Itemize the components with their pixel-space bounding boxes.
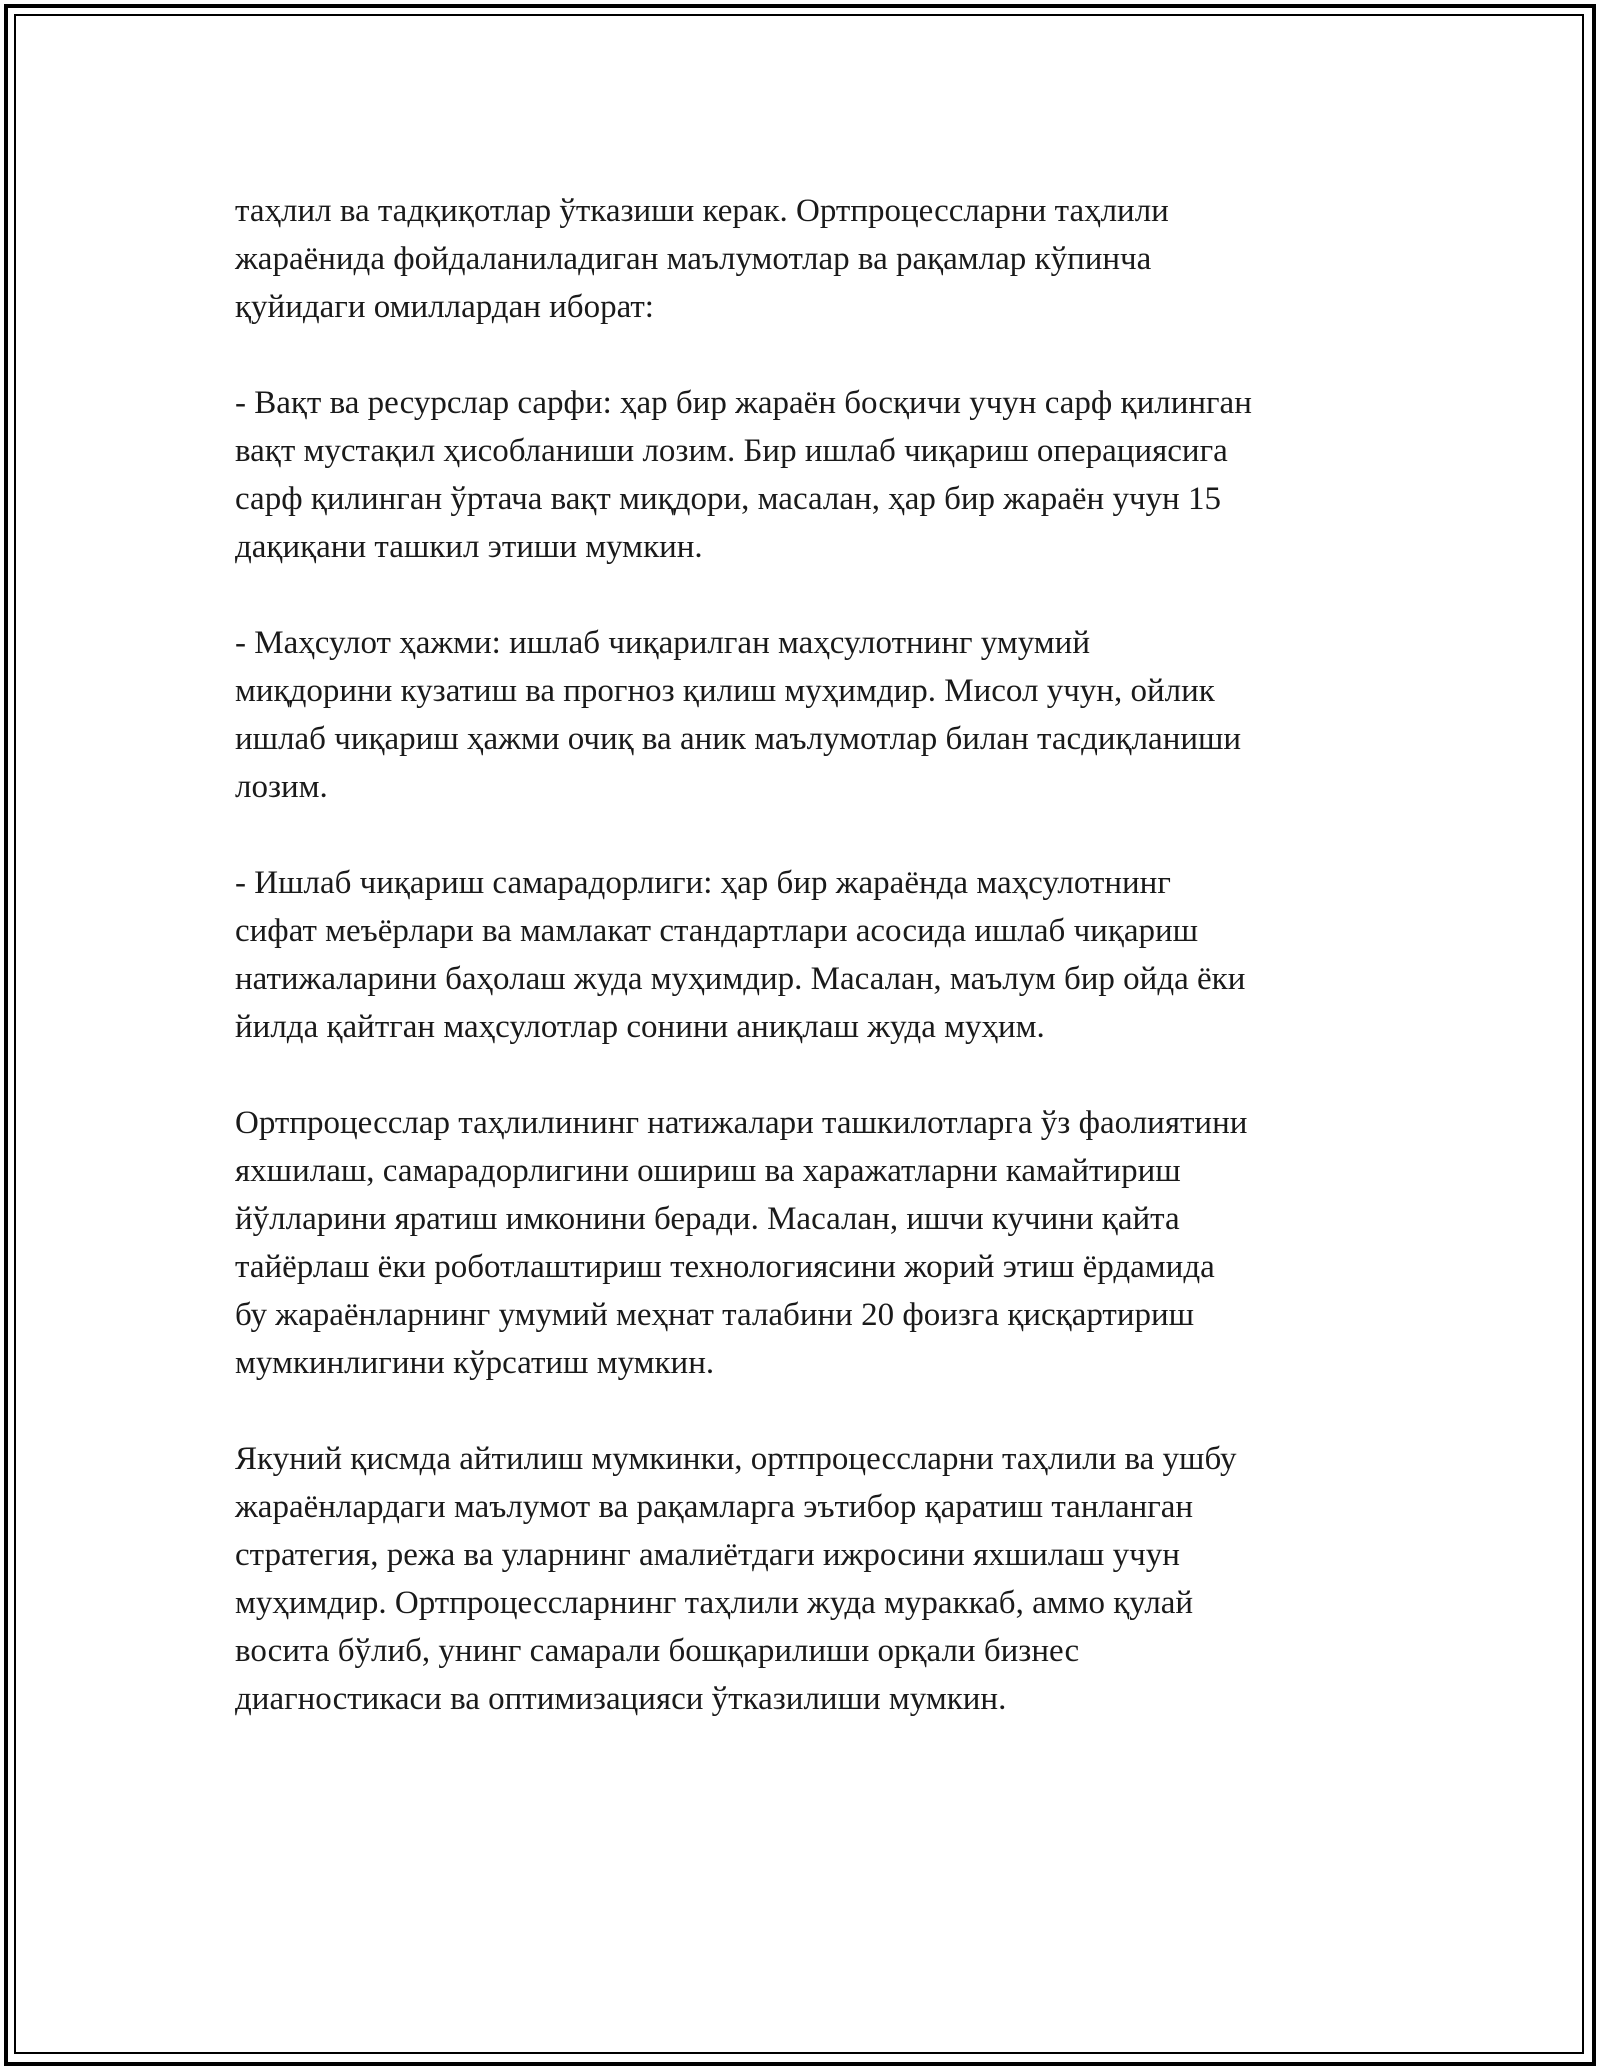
paragraph-intro: таҳлил ва тадқиқотлар ўтказиши керак. Ортпроцессларни таҳлили жараёнида фойдаланиладиган маълумотлар ва рақамлар кўпинча қуйидаги омиллардан иборат:: [235, 193, 1169, 325]
paragraph-analysis-results: Ортпроцесслар таҳлилининг натижалари ташкилотларга ўз фаолиятини яхшилаш, самарадорлигини ошириш ва харажатларни камайтириш йўлларини яратиш имконини беради. Масалан, ишчи кучини қайта тайёрлаш ёки роботлаштириш технологиясини жорий этиш ёрдамида бу жараёнларнинг умумий меҳнат талабини 20 фоизга қисқартириш мумкинлигини кўрсатиш мумкин.: [235, 1105, 1248, 1381]
paragraph-time-resources: - Вақт ва ресурслар сарфи: ҳар бир жараён босқичи учун сарф қилинган вақт мустақил ҳисобланиши лозим. Бир ишлаб чиқариш операциясига сарф қилинган ўртача вақт миқдори, масалан, ҳар бир жараён учун 15 дақиқани ташкил этиши мумкин.: [235, 385, 1252, 565]
paragraph-product-volume: - Маҳсулот ҳажми: ишлаб чиқарилган маҳсулотнинг умумий миқдорини кузатиш ва прогноз қилиш муҳимдир. Мисол учун, ойлик ишлаб чиқариш ҳажми очиқ ва аник маълумотлар билан тасдиқланиши лозим.: [235, 625, 1242, 805]
paragraph-conclusion: Якуний қисмда айтилиш мумкинки, ортпроцессларни таҳлили ва ушбу жараёнлардаги маълумот ва рақамларга эътибор қаратиш танланган стратегия, режа ва уларнинг амалиётдаги ижросини яхшилаш учун муҳимдир. Ортпроцессларнинг таҳлили жуда мураккаб, аммо қулай восита бўлиб, унинг самарали бошқарилиши орқали бизнес диагностикаси ва оптимизацияси ўтказилиши мумкин.: [235, 1441, 1237, 1717]
document-body: [235, 187, 1370, 1723]
paragraph-production-efficiency: - Ишлаб чиқариш самарадорлиги: ҳар бир жараёнда маҳсулотнинг сифат меъёрлари ва мамлакат стандартлари асосида ишлаб чиқариш натижаларини баҳолаш жуда муҳимдир. Масалан, маълум бир ойда ёки йилда қайтган маҳсулотлар сонини аниқлаш жуда муҳим.: [235, 865, 1246, 1045]
